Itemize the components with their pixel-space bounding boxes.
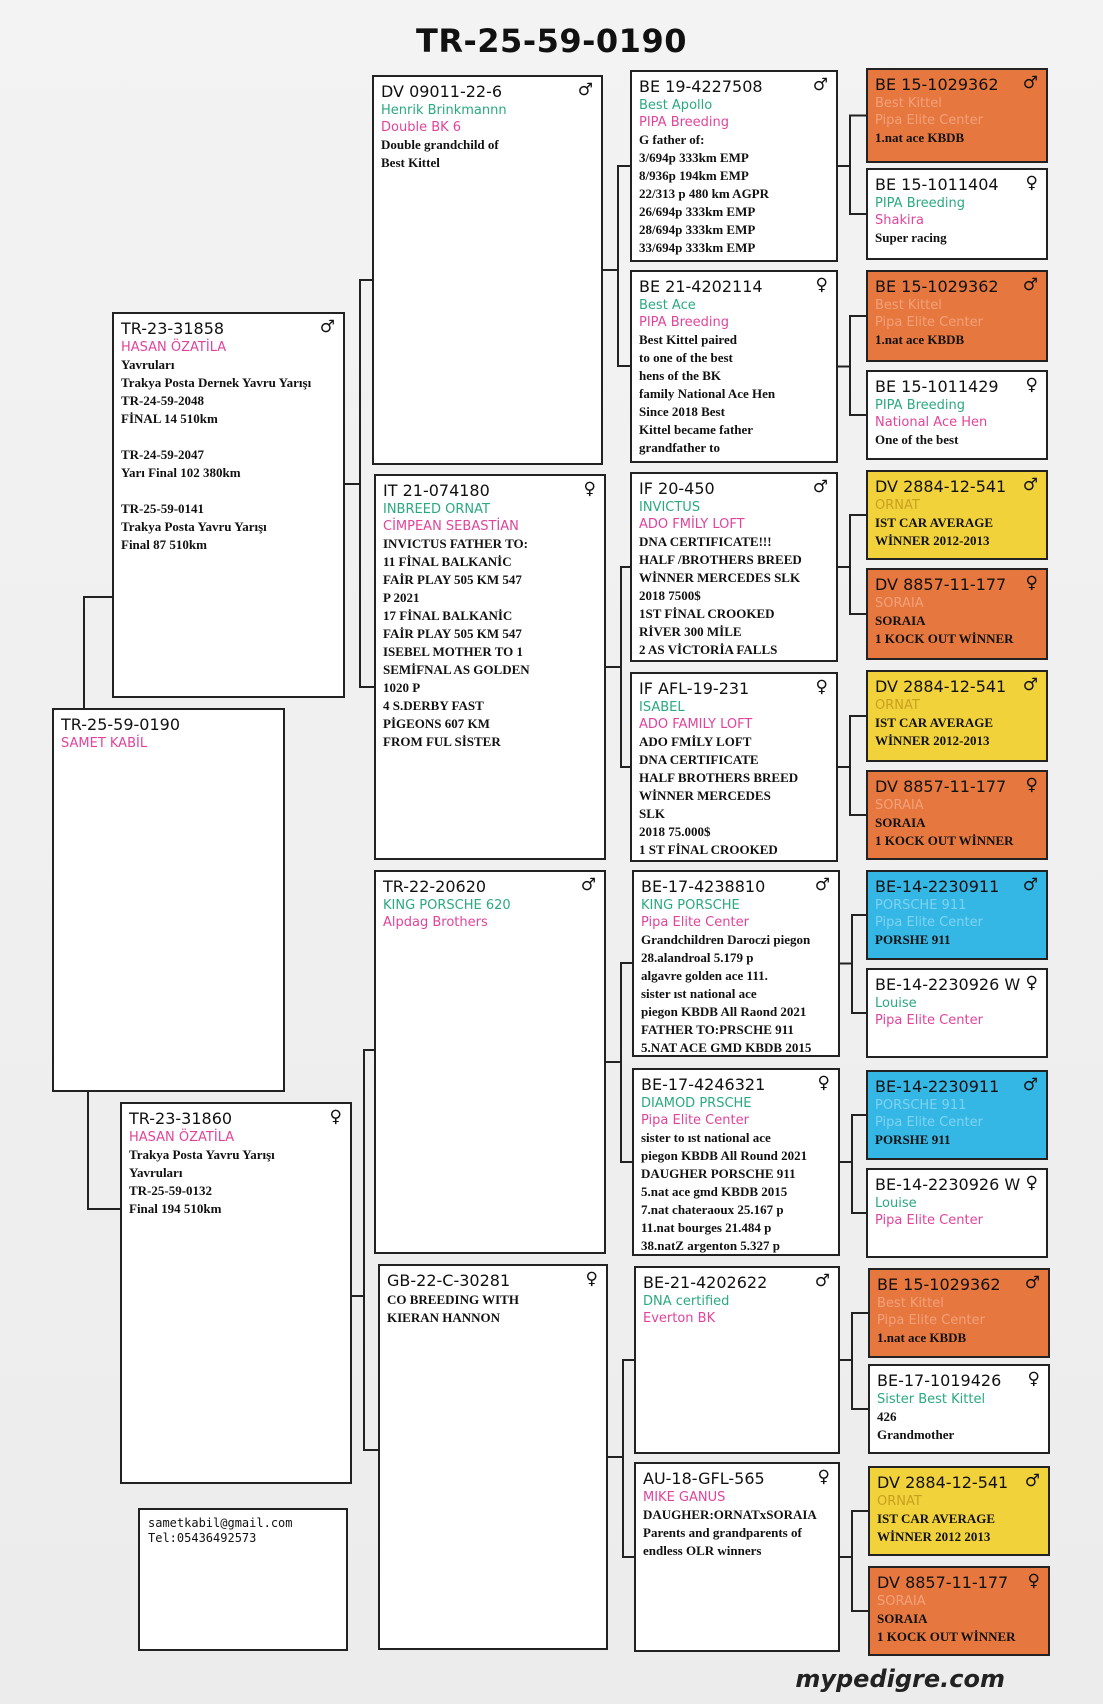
male-icon: ♂	[814, 875, 830, 895]
pigeon-name: PIPA Breeding	[875, 398, 966, 413]
male-icon: ♂	[814, 1271, 830, 1291]
page-title: TR-25-59-0190	[416, 22, 687, 60]
gen5-card[interactable]	[866, 370, 1048, 460]
breeder-name: Pipa Elite Center	[641, 915, 749, 930]
ring-number: BE-17-4246321	[641, 1075, 766, 1094]
ring-number: BE 19-4227508	[639, 77, 763, 96]
description: Super racing	[875, 230, 947, 245]
contact-phone: Tel:05436492573	[148, 1531, 257, 1545]
breeder-name: Double BK 6	[381, 120, 462, 135]
subject-card[interactable]	[52, 708, 285, 1092]
breeder-name: Pipa Elite Center	[877, 1313, 985, 1328]
pigeon-name: Best Kittel	[875, 96, 942, 111]
ring-number: BE 21-4202114	[639, 277, 763, 296]
pigeon-name: Best Kittel	[877, 1296, 944, 1311]
ring-number: BE 15-1029362	[877, 1275, 1001, 1294]
gen4-card[interactable]	[630, 70, 838, 262]
ring-number: GB-22-C-30281	[387, 1271, 511, 1290]
gen5-card[interactable]	[868, 1466, 1050, 1556]
description: SORAIA 1 KOCK OUT WİNNER	[875, 815, 1014, 848]
female-icon: ♀	[1027, 1571, 1040, 1591]
pigeon-name: PORSCHE 911	[875, 1098, 967, 1113]
description: INVICTUS FATHER TO: 11 FİNAL BALKANİC FAİR PLAY 505 KM 547 P 2021 17 FİNAL BALKANİC FAİR PLAY 505 KM 547 ISEBEL MOTHER TO 1 SEMİFNAL AS GOLDEN 1020 P 4 S.DERBY FAST PİGEONS 607 KM FROM FUL SİSTER	[383, 536, 530, 749]
female-icon: ♀	[329, 1107, 342, 1127]
pigeon-name: DIAMOD PRSCHE	[641, 1096, 752, 1111]
breeder-name: MIKE GANUS	[643, 1490, 726, 1505]
ring-number: TR-25-59-0190	[61, 715, 180, 734]
pigeon-name: ORNAT	[875, 498, 920, 513]
description: sister to ıst national ace piegon KBDB All Round 2021 DAUGHER PORSCHE 911 5.nat ace gmd KBDB 2015 7.nat chateraoux 25.167 p 11.nat bourges 21.484 p 38.natZ argenton 5.327 p	[641, 1130, 808, 1253]
description: SORAIA 1 KOCK OUT WİNNER	[877, 1611, 1016, 1644]
male-icon: ♂	[1022, 1075, 1038, 1095]
ring-number: DV 2884-12-541	[875, 677, 1007, 696]
pigeon-name: ORNAT	[875, 698, 920, 713]
gen5-card[interactable]	[866, 1168, 1048, 1258]
breeder-name: HASAN ÖZATİLA	[129, 1130, 235, 1145]
ring-number: BE 15-1011429	[875, 377, 999, 396]
pigeon-name: Louise	[875, 1196, 917, 1211]
breeder-name: Pipa Elite Center	[875, 1013, 983, 1028]
gen5-card[interactable]	[866, 770, 1048, 860]
male-icon: ♂	[1024, 1273, 1040, 1293]
description: Double grandchild of Best Kittel	[381, 137, 499, 170]
male-icon: ♂	[1022, 73, 1038, 93]
ring-number: IF AFL-19-231	[639, 679, 750, 698]
ring-number: BE 15-1011404	[875, 175, 999, 194]
gen5-card[interactable]	[866, 470, 1048, 560]
female-icon: ♀	[817, 1467, 830, 1487]
ring-number: BE-14-2230911	[875, 1077, 1000, 1096]
owner-name: SAMET KABİL	[61, 736, 148, 751]
breeder-name: National Ace Hen	[875, 415, 988, 430]
ring-number: DV 8857-11-177	[875, 575, 1007, 594]
ring-number: AU-18-GFL-565	[643, 1469, 765, 1488]
description: PORSHE 911	[875, 1132, 951, 1147]
ring-number: BE-17-4238810	[641, 877, 766, 896]
female-icon: ♀	[1025, 573, 1038, 593]
gen5-card[interactable]	[866, 670, 1048, 762]
gen3-card[interactable]	[374, 474, 606, 860]
female-icon: ♀	[815, 275, 828, 295]
gen5-card[interactable]	[866, 1070, 1048, 1160]
ring-number: DV 2884-12-541	[877, 1473, 1009, 1492]
pigeon-name: PIPA Breeding	[875, 196, 966, 211]
description: PORSHE 911	[875, 932, 951, 947]
pigeon-name: KING PORSCHE 620	[383, 898, 511, 913]
breeder-name: Pipa Elite Center	[641, 1113, 749, 1128]
ring-number: TR-22-20620	[383, 877, 487, 896]
description: SORAIA 1 KOCK OUT WİNNER	[875, 613, 1014, 646]
male-icon: ♂	[1024, 1471, 1040, 1491]
breeder-name: Everton BK	[643, 1311, 716, 1326]
description: 1.nat ace KBDB	[875, 332, 965, 347]
gen4-card[interactable]	[634, 1462, 840, 1652]
ring-number: BE-14-2230926 W	[875, 1175, 1021, 1194]
ring-number: BE-17-1019426	[877, 1371, 1002, 1390]
breeder-name: CİMPEAN SEBASTİAN	[383, 519, 519, 534]
ring-number: BE 15-1029362	[875, 75, 999, 94]
gen5-card[interactable]	[868, 1566, 1050, 1656]
female-icon: ♀	[1025, 375, 1038, 395]
description: 1.nat ace KBDB	[877, 1330, 967, 1345]
gen4-card[interactable]	[632, 870, 840, 1057]
breeder-name: ADO FMİLY LOFT	[639, 517, 745, 532]
ring-number: DV 8857-11-177	[877, 1573, 1009, 1592]
pigeon-name: Best Kittel	[875, 298, 942, 313]
contact-email[interactable]: sametkabil@gmail.com	[148, 1516, 293, 1530]
ring-number: BE 15-1029362	[875, 277, 999, 296]
breeder-name: Pipa Elite Center	[875, 1115, 983, 1130]
breeder-name: Alpdag Brothers	[383, 915, 488, 930]
description: One of the best	[875, 432, 959, 447]
male-icon: ♂	[1022, 475, 1038, 495]
male-icon: ♂	[812, 477, 828, 497]
female-icon: ♀	[583, 479, 596, 499]
gen4-card[interactable]	[634, 1266, 840, 1454]
gen4-card[interactable]	[632, 1068, 840, 1256]
gen5-card[interactable]	[866, 68, 1048, 163]
gen5-card[interactable]	[868, 1268, 1050, 1358]
pigeon-name: INVICTUS	[639, 500, 701, 515]
gen5-card[interactable]	[868, 1364, 1050, 1454]
breeder-name: PIPA Breeding	[639, 315, 730, 330]
ring-number: BE-21-4202622	[643, 1273, 768, 1292]
description: ADO FMİLY LOFT DNA CERTIFICATE HALF BROTHERS BREED WİNNER MERCEDES SLK 2018 75.000$ 1 ST FİNAL CROOKED	[639, 734, 799, 857]
breeder-name: Pipa Elite Center	[875, 915, 983, 930]
female-icon: ♀	[815, 677, 828, 697]
breeder-name: Pipa Elite Center	[875, 315, 983, 330]
gen4-card[interactable]	[630, 472, 838, 662]
breeder-name: PIPA Breeding	[639, 115, 730, 130]
ring-number: DV 09011-22-6	[381, 82, 503, 101]
gen3-card[interactable]	[374, 870, 606, 1254]
female-icon: ♀	[1025, 973, 1038, 993]
footer-brand[interactable]: mypedigre.com	[795, 1665, 1005, 1693]
description: IST CAR AVERAGE WİNNER 2012 2013	[877, 1511, 996, 1544]
gen4-card[interactable]	[630, 672, 838, 862]
dam-card[interactable]	[120, 1102, 352, 1484]
female-icon: ♀	[585, 1269, 598, 1289]
pigeon-name: KING PORSCHE	[641, 898, 740, 913]
gen5-card[interactable]	[866, 270, 1048, 362]
ring-number: IF 20-450	[639, 479, 715, 498]
pigeon-name: Sister Best Kittel	[877, 1392, 986, 1407]
ring-number: BE-14-2230911	[875, 877, 1000, 896]
description: DAUGHER:ORNATxSORAIA Parents and grandparents of endless OLR winners	[643, 1507, 817, 1558]
breeder-name: Pipa Elite Center	[875, 1213, 983, 1228]
breeder-name: Shakira	[875, 213, 924, 228]
male-icon: ♂	[319, 317, 335, 337]
description: IST CAR AVERAGE WİNNER 2012-2013	[875, 715, 994, 748]
female-icon: ♀	[817, 1073, 830, 1093]
ring-number: TR-23-31860	[129, 1109, 233, 1128]
description: G father of: 3/694p 333km EMP 8/936p 194km EMP 22/313 p 480 km AGPR 26/694p 333km EMP 28/694p 333km EMP 33/694p 333km EMP	[639, 132, 770, 255]
pigeon-name: ISABEL	[639, 700, 685, 715]
female-icon: ♀	[1025, 775, 1038, 795]
pigeon-name: Best Ace	[639, 298, 696, 313]
pigeon-name: SORAIA	[875, 596, 924, 611]
description: DNA CERTIFICATE!!! HALF /BROTHERS BREED WİNNER MERCEDES SLK 2018 7500$ 1ST FİNAL CROOKED RİVER 300 MİLE 2 AS VİCTORİA FALLS	[639, 534, 802, 657]
pigeon-name: Henrik Brinkmannn	[381, 103, 507, 118]
description: 426 Grandmother	[877, 1409, 955, 1442]
male-icon: ♂	[1022, 675, 1038, 695]
pigeon-name: ORNAT	[877, 1494, 922, 1509]
pigeon-name: DNA certified	[643, 1294, 730, 1309]
gen5-card[interactable]	[866, 870, 1048, 960]
gen3-card[interactable]	[372, 75, 603, 465]
gen5-card[interactable]	[866, 568, 1048, 660]
description: 1.nat ace KBDB	[875, 130, 965, 145]
male-icon: ♂	[1022, 875, 1038, 895]
gen3-card[interactable]	[378, 1264, 608, 1650]
description: Trakya Posta Yavru Yarışı Yavruları TR-25-59-0132 Final 194 510km	[129, 1147, 275, 1216]
gen4-card[interactable]	[630, 270, 838, 463]
description: IST CAR AVERAGE WİNNER 2012-2013	[875, 515, 994, 548]
ring-number: BE-14-2230926 W	[875, 975, 1021, 994]
gen5-card[interactable]	[866, 968, 1048, 1058]
pigeon-name: Best Apollo	[639, 98, 713, 113]
pigeon-name: Louise	[875, 996, 917, 1011]
male-icon: ♂	[1022, 275, 1038, 295]
ring-number: IT 21-074180	[383, 481, 490, 500]
pigeon-name: SORAIA	[875, 798, 924, 813]
description: Best Kittel paired to one of the best hens of the BK family National Ace Hen Since 2018 Best Kittel became father grandfather to	[639, 332, 776, 455]
female-icon: ♀	[1025, 173, 1038, 193]
gen5-card[interactable]	[866, 168, 1048, 260]
ring-number: DV 2884-12-541	[875, 477, 1007, 496]
male-icon: ♂	[577, 80, 593, 100]
pigeon-name: SORAIA	[877, 1594, 926, 1609]
sire-card[interactable]	[112, 312, 345, 698]
breeder-name: Pipa Elite Center	[875, 113, 983, 128]
description: CO BREEDING WITH KIERAN HANNON	[387, 1292, 519, 1325]
pigeon-name: INBREED ORNAT	[383, 502, 490, 517]
breeder-name: ADO FAMILY LOFT	[639, 717, 753, 732]
female-icon: ♀	[1025, 1173, 1038, 1193]
pigeon-name: PORSCHE 911	[875, 898, 967, 913]
female-icon: ♀	[1027, 1369, 1040, 1389]
contact-box	[138, 1508, 348, 1651]
male-icon: ♂	[812, 75, 828, 95]
ring-number: TR-23-31858	[121, 319, 225, 338]
description: Yavruları Trakya Posta Dernek Yavru Yarışı TR-24-59-2048 FİNAL 14 510km TR-24-59-2047 Yarı Final 102 380km TR-25-59-0141 Trakya Posta Yavru Yarışı Final 87 510km	[121, 357, 312, 552]
breeder-name: HASAN ÖZATİLA	[121, 340, 227, 355]
male-icon: ♂	[580, 875, 596, 895]
description: Grandchildren Daroczi piegon 28.alandroal 5.179 p algavre golden ace 111. sister ıst national ace piegon KBDB All Raond 2021 FATHER TO:PRSCHE 911 5.NAT ACE GMD KBDB 2015	[641, 932, 812, 1055]
ring-number: DV 8857-11-177	[875, 777, 1007, 796]
